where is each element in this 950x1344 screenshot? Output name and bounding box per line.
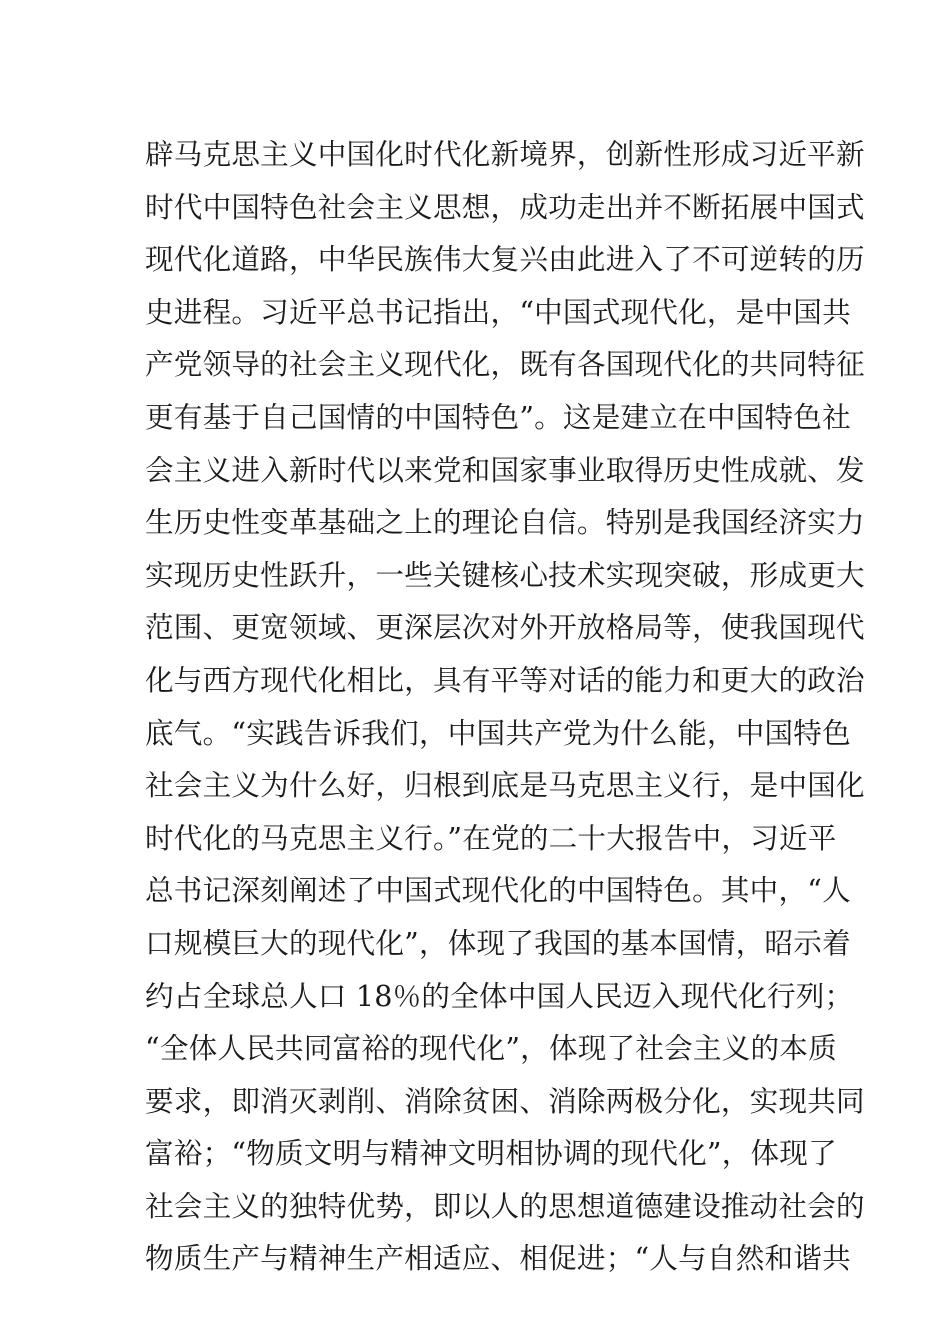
text-line: 物质生产与精神生产相适应、相促进；“人与自然和谐共 [145,1241,851,1276]
body-paragraph [145,128,865,1285]
text-line: 底气。“实践告诉我们，中国共产党为什么能，中国特色 [145,715,851,750]
text-line: 实现历史性跃升，一些关键核心技术实现突破，形成更大 [145,557,865,592]
text-line: 时代中国特色社会主义思想，成功走出并不断拓展中国式 [145,189,865,224]
text-line: 更有基于自己国情的中国特色”。这是建立在中国特色社 [145,399,851,434]
text-line: 现代化道路，中华民族伟大复兴由此进入了不可逆转的历 [145,242,865,277]
text-line: 化与西方现代化相比，具有平等对话的能力和更大的政治 [145,662,865,697]
text-line: 口规模巨大的现代化”，体现了我国的基本国情，昭示着 [145,925,851,960]
text-line: 总书记深刻阐述了中国式现代化的中国特色。其中，“人 [145,873,851,908]
text-line: 社会主义的独特优势，即以人的思想道德建设推动社会的 [145,1188,865,1223]
text-line: 辟马克思主义中国化时代化新境界，创新性形成习近平新 [145,137,865,171]
text-line: 富裕；“物质文明与精神文明相协调的现代化”，体现了 [145,1136,837,1171]
text-line: 范围、更宽领域、更深层次对外开放格局等，使我国现代 [145,610,865,645]
text-line: 会主义进入新时代以来党和国家事业取得历史性成就、发 [145,452,865,487]
text-line: 要求，即消灭剥削、消除贫困、消除两极分化，实现共同 [145,1083,865,1118]
text-line: 生历史性变革基础之上的理论自信。特别是我国经济实力 [145,505,865,540]
text-line: 史进程。习近平总书记指出，“中国式现代化，是中国共 [145,294,851,329]
text-line: 社会主义为什么好，归根到底是马克思主义行，是中国化 [145,768,865,803]
text-line: 产党领导的社会主义现代化，既有各国现代化的共同特征 [145,347,865,382]
text-line: “全体人民共同富裕的现代化”，体现了社会主义的本质 [145,1031,837,1066]
text-line: 约占全球总人口 18％的全体中国人民迈入现代化行列； [145,978,854,1013]
text-line: 时代化的马克思主义行。”在党的二十大报告中，习近平 [145,820,837,855]
